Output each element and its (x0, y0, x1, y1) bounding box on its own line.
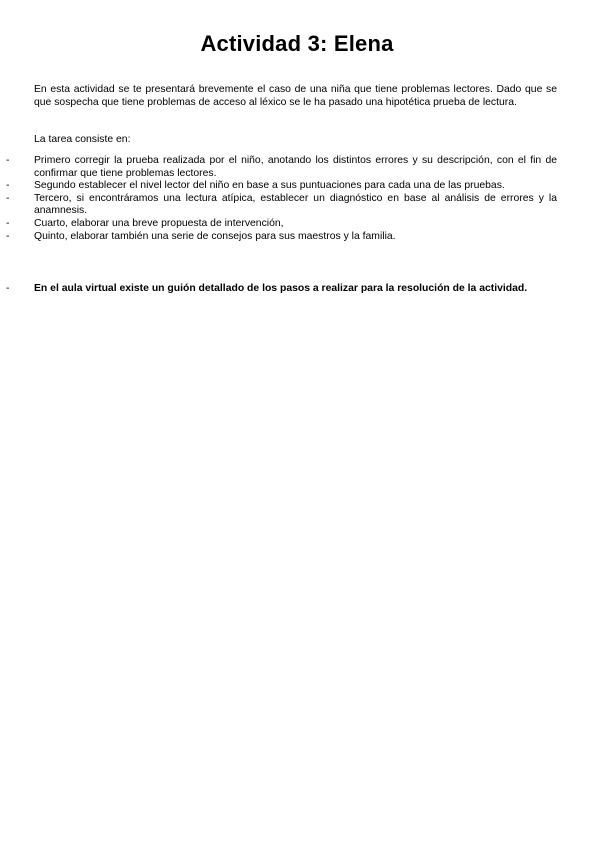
task-intro-paragraph: La tarea consiste en: (34, 134, 131, 145)
bullet-dash: - (6, 217, 10, 229)
step-text: Cuarto, elaborar una breve propuesta de intervención, (34, 217, 284, 229)
step-text: Primero corregir la prueba realizada por el niño, anotando los distintos errores y su descripción, con el fin de confirmar que tiene problemas lectores. (34, 155, 557, 179)
bullet-dash: - (6, 192, 10, 204)
bullet-dash: - (6, 180, 10, 192)
steps-list (0, 155, 600, 243)
list-item (0, 193, 557, 218)
bullet-dash: - (6, 283, 10, 294)
list-item (0, 155, 557, 180)
step-text: Quinto, elaborar también una serie de consejos para sus maestros y la familia. (34, 230, 396, 242)
list-item (0, 231, 557, 244)
step-text: Tercero, si encontráramos una lectura atípica, establecer un diagnóstico en base al análisis de errores y la anamnesis. (34, 192, 557, 217)
page-title: Actividad 3: Elena (200, 31, 394, 56)
intro-paragraph: En esta actividad se te presentará brevemente el caso de una niña que tiene problemas lectores. Dado que se que sospecha que tiene problemas de acceso al léxico se le ha pasado una hipotética prueba de lectura. (34, 84, 557, 108)
list-item (0, 218, 557, 231)
bullet-dash: - (6, 230, 10, 242)
bullet-dash: - (6, 155, 10, 166)
note-text: En el aula virtual existe un guión detallado de los pasos a realizar para la resolución de la actividad. (34, 283, 528, 294)
step-text: Segundo establecer el nivel lector del niño en base a sus puntuaciones para cada una de las pruebas. (34, 180, 505, 192)
list-item (0, 180, 557, 193)
